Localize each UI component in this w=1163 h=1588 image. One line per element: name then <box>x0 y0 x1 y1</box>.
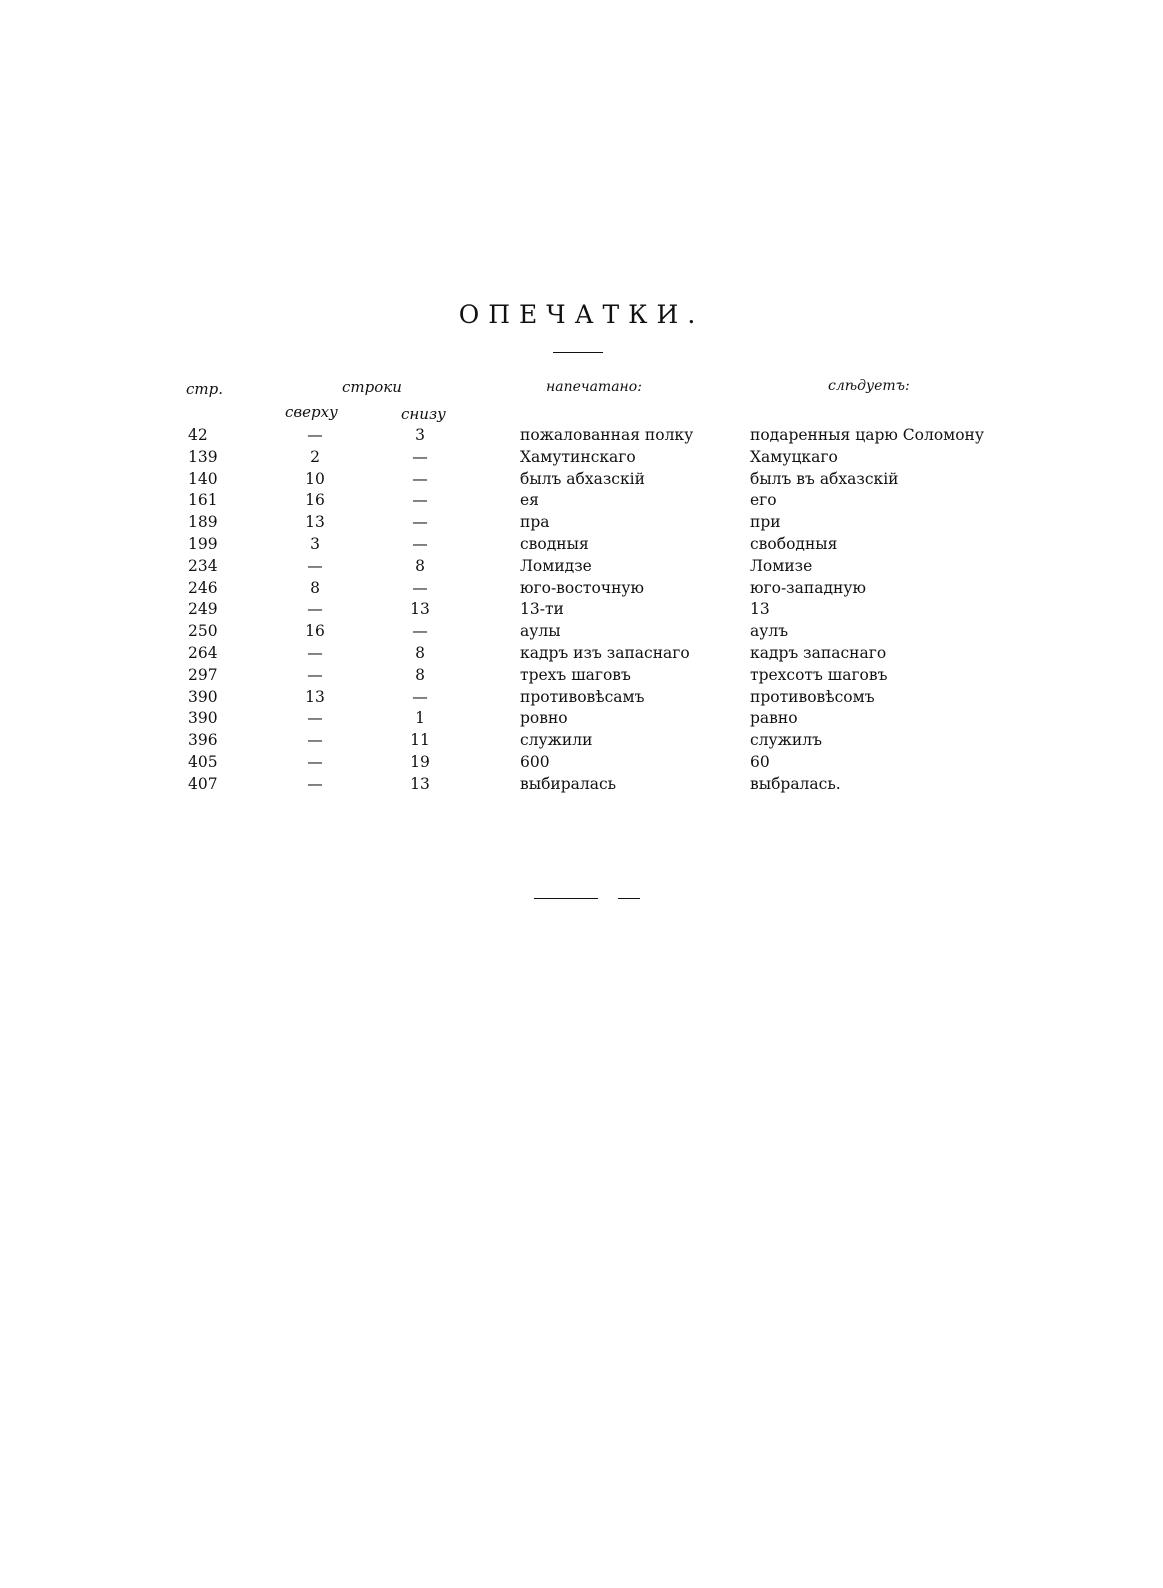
row-from-top: — <box>307 752 323 771</box>
row-printed: Ломидзе <box>520 556 592 575</box>
row-from-top: 3 <box>310 534 320 553</box>
table-row <box>0 599 1163 621</box>
row-should-read: противовѣсомъ <box>750 687 875 706</box>
header-page: стр. <box>186 380 223 398</box>
table-row <box>0 534 1163 556</box>
table-row <box>0 469 1163 491</box>
row-page: 264 <box>188 643 218 662</box>
row-from-bottom: — <box>412 491 428 510</box>
row-should-read: былъ въ абхазскій <box>750 469 899 488</box>
table-row <box>0 425 1163 447</box>
row-from-top: 2 <box>310 447 320 466</box>
closing-rule-short <box>618 898 640 899</box>
row-from-bottom: 8 <box>415 643 425 662</box>
row-from-top: — <box>307 709 323 728</box>
header-printed: напечатано: <box>546 379 642 395</box>
table-row <box>0 578 1163 600</box>
row-from-bottom: — <box>412 578 428 597</box>
row-page: 42 <box>188 426 208 444</box>
row-page: 234 <box>188 556 218 575</box>
row-from-bottom: — <box>412 687 428 706</box>
table-row <box>0 447 1163 469</box>
row-from-top: 8 <box>310 578 320 597</box>
row-printed: пожалованная полку <box>520 426 694 444</box>
row-from-bottom: 11 <box>410 731 430 750</box>
row-from-bottom: — <box>412 469 428 488</box>
row-printed: ея <box>520 491 539 510</box>
header-lines: строки <box>342 378 402 396</box>
row-should-read: его <box>750 491 777 510</box>
row-should-read: выбралась. <box>750 774 841 793</box>
row-should-read: трехсотъ шаговъ <box>750 665 888 684</box>
row-page: 297 <box>188 665 218 684</box>
row-printed: трехъ шаговъ <box>520 665 631 684</box>
row-should-read: свободныя <box>750 534 838 553</box>
row-from-top: 13 <box>305 513 325 532</box>
header-should-read: слѣдуетъ: <box>828 378 910 394</box>
row-should-read: 60 <box>750 752 770 771</box>
table-row <box>0 665 1163 687</box>
table-row <box>0 490 1163 512</box>
row-from-top: — <box>307 426 323 444</box>
row-printed: выбиралась <box>520 774 617 793</box>
row-printed: 600 <box>520 752 550 771</box>
row-from-top: 16 <box>305 622 325 641</box>
row-page: 396 <box>188 731 218 750</box>
header-from-top: сверху <box>285 403 338 421</box>
row-printed: служили <box>520 731 593 750</box>
row-from-bottom: 13 <box>410 774 430 793</box>
row-printed: сводныя <box>520 534 589 553</box>
row-should-read: равно <box>750 709 798 728</box>
table-row <box>0 556 1163 578</box>
errata-table <box>0 425 1163 796</box>
row-from-bottom: — <box>412 447 428 466</box>
table-row <box>0 687 1163 709</box>
row-printed: ровно <box>520 709 568 728</box>
page-title: ОПЕЧАТКИ. <box>458 300 705 329</box>
row-page: 250 <box>188 622 218 641</box>
row-should-read: аулъ <box>750 622 789 641</box>
row-page: 407 <box>188 774 218 793</box>
table-row <box>0 730 1163 752</box>
table-row <box>0 774 1163 796</box>
row-page: 390 <box>188 709 218 728</box>
row-from-top: — <box>307 556 323 575</box>
row-should-read: подаренныя царю Соломону <box>750 426 985 444</box>
row-page: 249 <box>188 600 218 619</box>
row-should-read: Хамуцкаго <box>750 447 838 466</box>
row-page: 199 <box>188 534 218 553</box>
table-row <box>0 643 1163 665</box>
row-should-read: кадръ запаснаго <box>750 643 887 662</box>
row-from-bottom: 3 <box>415 426 425 444</box>
row-from-bottom: — <box>412 622 428 641</box>
row-printed: противовѣсамъ <box>520 687 645 706</box>
row-from-top: 10 <box>305 469 325 488</box>
row-from-top: — <box>307 731 323 750</box>
row-printed: кадръ изъ запаснаго <box>520 643 690 662</box>
row-from-top: 13 <box>305 687 325 706</box>
title-divider <box>553 352 603 353</box>
row-from-top: — <box>307 774 323 793</box>
row-from-bottom: — <box>412 534 428 553</box>
row-page: 161 <box>188 491 218 510</box>
table-row <box>0 708 1163 730</box>
row-page: 390 <box>188 687 218 706</box>
row-printed: пра <box>520 513 550 532</box>
table-row <box>0 512 1163 534</box>
row-from-bottom: 19 <box>410 752 430 771</box>
row-from-top: — <box>307 643 323 662</box>
row-from-bottom: 13 <box>410 600 430 619</box>
row-should-read: при <box>750 513 781 532</box>
row-from-bottom: 8 <box>415 556 425 575</box>
row-from-bottom: 1 <box>415 709 425 728</box>
row-should-read: 13 <box>750 600 770 619</box>
header-from-bottom: снизу <box>401 405 446 423</box>
table-row <box>0 752 1163 774</box>
row-page: 139 <box>188 447 218 466</box>
row-from-top: — <box>307 600 323 619</box>
table-row <box>0 621 1163 643</box>
row-page: 140 <box>188 469 218 488</box>
closing-rule <box>534 898 598 899</box>
row-from-top: 16 <box>305 491 325 510</box>
row-printed: Хамутинскаго <box>520 447 636 466</box>
row-page: 246 <box>188 578 218 597</box>
row-from-top: — <box>307 665 323 684</box>
row-printed: былъ абхазскій <box>520 469 645 488</box>
row-should-read: служилъ <box>750 731 822 750</box>
row-page: 189 <box>188 513 218 532</box>
row-page: 405 <box>188 752 218 771</box>
row-from-bottom: — <box>412 513 428 532</box>
row-printed: аулы <box>520 622 561 641</box>
row-printed: 13-ти <box>520 600 564 619</box>
row-should-read: Ломизе <box>750 556 813 575</box>
row-printed: юго-восточную <box>520 578 645 597</box>
row-from-bottom: 8 <box>415 665 425 684</box>
row-should-read: юго-западную <box>750 578 866 597</box>
